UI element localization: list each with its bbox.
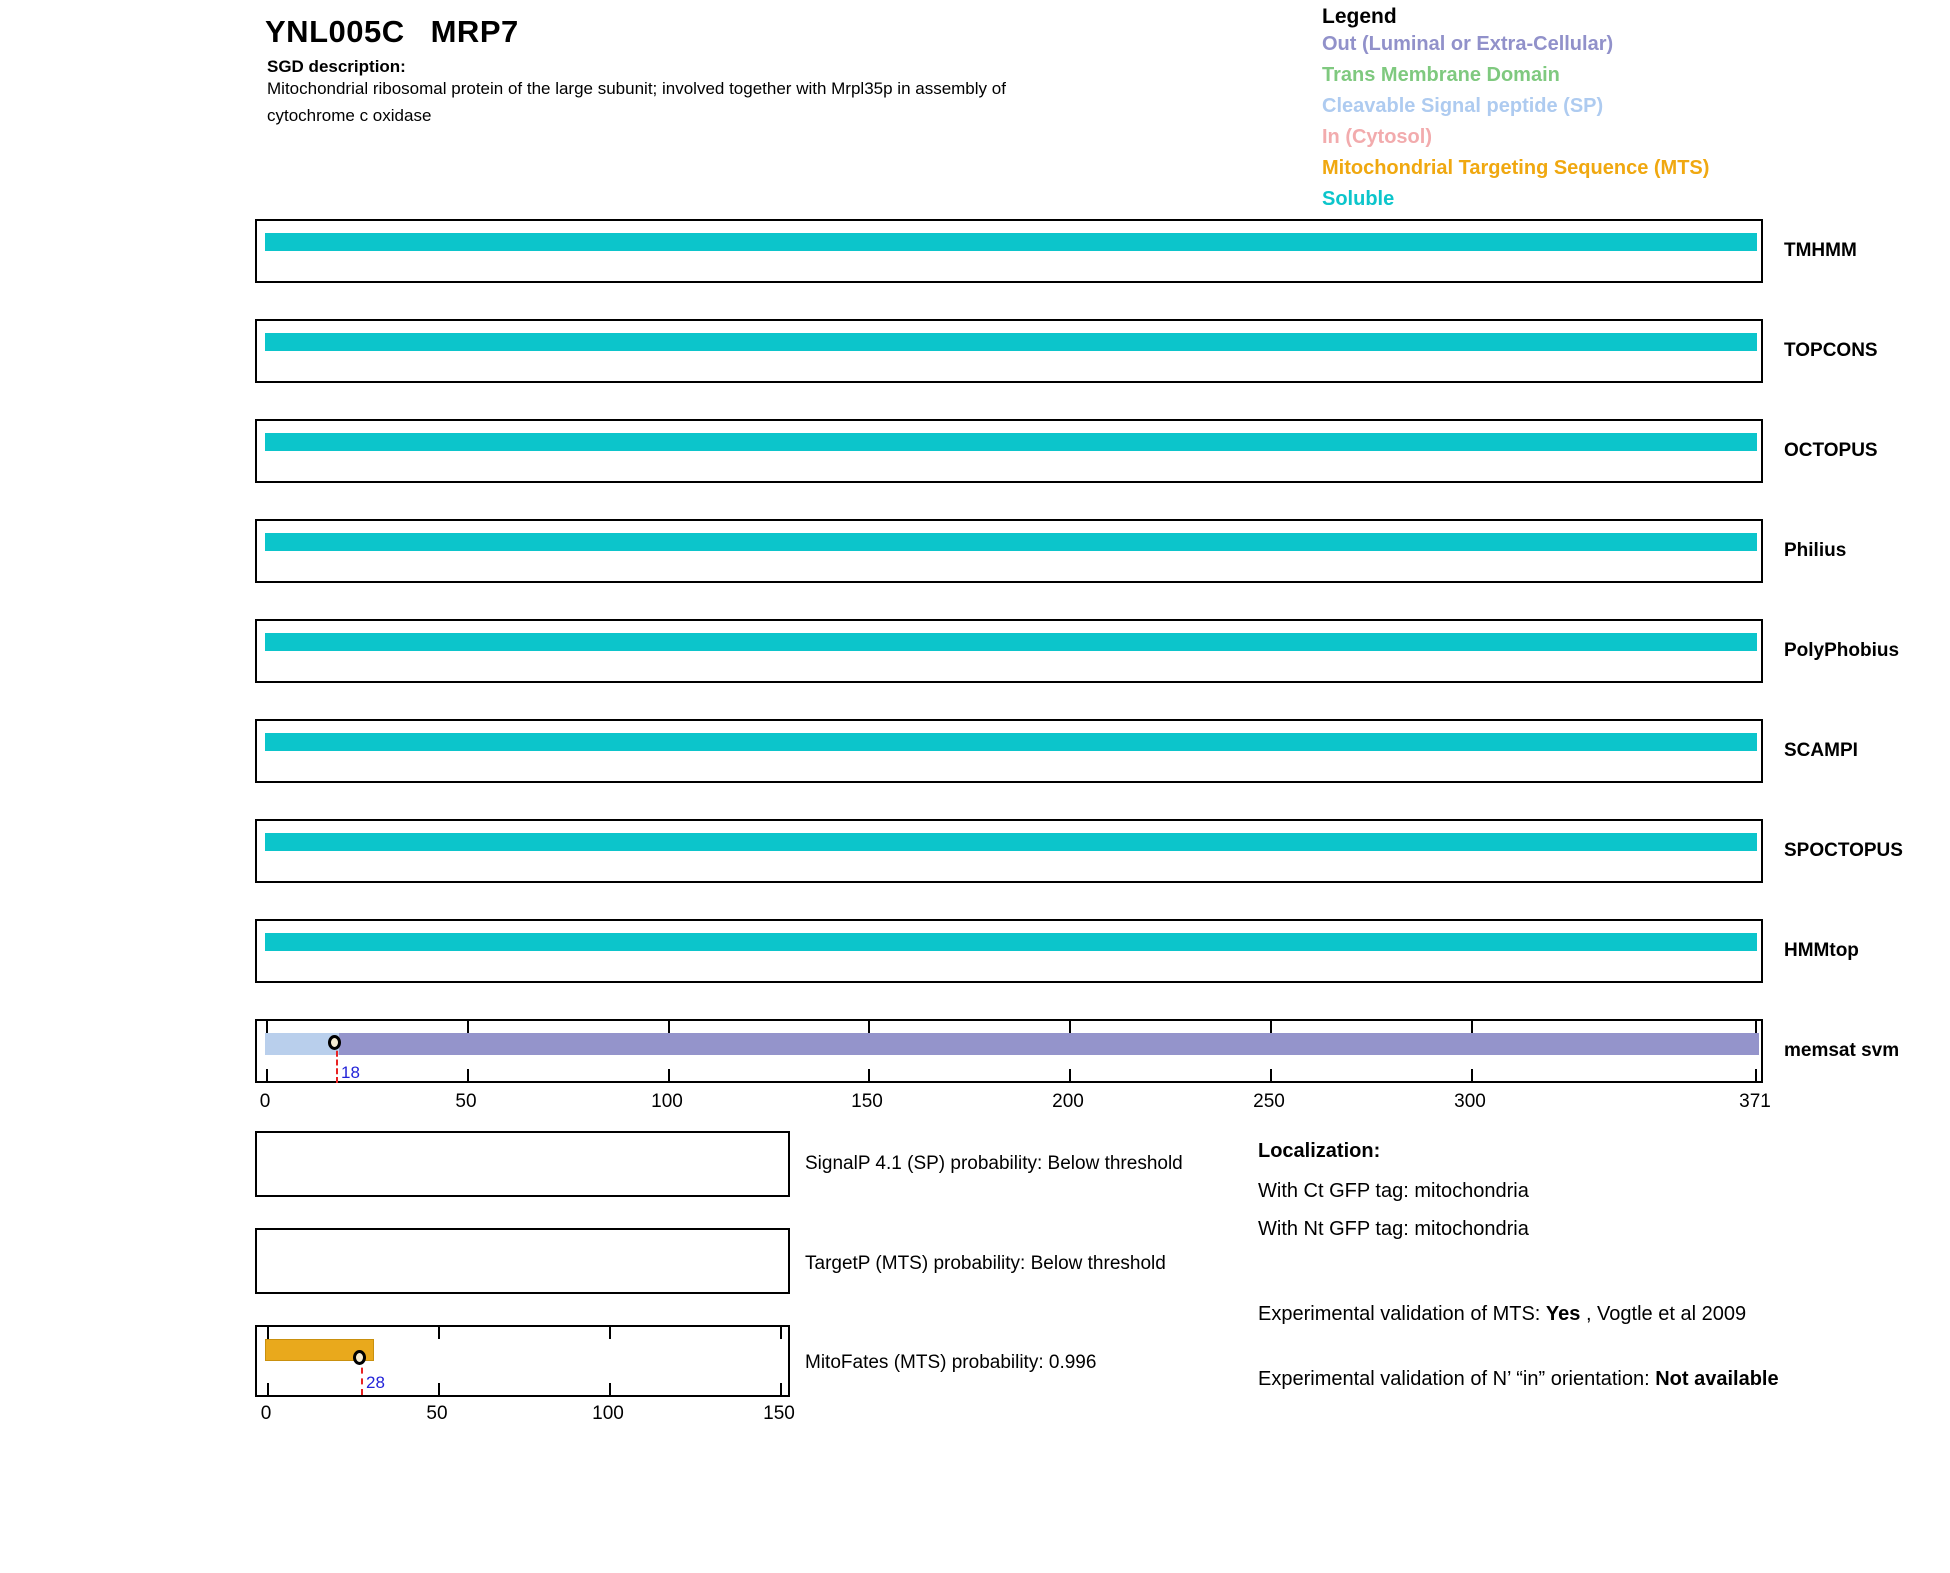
axis-tick: [267, 1383, 269, 1395]
signalp-plot-box: [255, 1131, 790, 1197]
axis-tick-label: 200: [1052, 1091, 1084, 1112]
legend-title: Legend: [1322, 5, 1397, 28]
axis-tick: [1755, 1069, 1757, 1081]
mitofates-result-text: MitoFates (MTS) probability: 0.996: [805, 1352, 1097, 1373]
track-box-hmmtop: [255, 919, 1763, 983]
axis-tick-label: 300: [1454, 1091, 1486, 1112]
track-box-memsat-svm: [255, 1019, 1763, 1083]
legend-item-tm: Trans Membrane Domain: [1322, 64, 1560, 86]
axis-tick: [668, 1021, 670, 1033]
axis-tick-label: 100: [592, 1403, 624, 1424]
out-segment: [339, 1033, 1759, 1055]
axis-tick: [1755, 1021, 1757, 1033]
orientation-prefix: Experimental validation of N’ “in” orientation:: [1258, 1368, 1656, 1390]
axis-tick-label: 371: [1739, 1091, 1771, 1112]
mitofates-plot-box: [255, 1325, 790, 1397]
axis-tick: [868, 1021, 870, 1033]
mts-validation-line: [1258, 1303, 1746, 1326]
mts-validation-suffix: , Vogtle et al 2009: [1580, 1303, 1747, 1325]
axis-tick-label: 150: [851, 1091, 883, 1112]
soluble-bar: [265, 933, 1757, 951]
legend-item-in: In (Cytosol): [1322, 126, 1432, 148]
axis-tick: [1471, 1069, 1473, 1081]
axis-tick: [609, 1327, 611, 1339]
axis-tick: [780, 1383, 782, 1395]
legend-item-sp: Cleavable Signal peptide (SP): [1322, 95, 1604, 117]
soluble-bar: [265, 733, 1757, 751]
axis-tick: [467, 1021, 469, 1033]
orientation-validation-line: [1258, 1363, 1823, 1396]
soluble-bar: [265, 833, 1757, 851]
axis-tick-label: 0: [259, 1091, 271, 1112]
axis-tick: [609, 1383, 611, 1395]
legend-item-out: Out (Luminal or Extra-Cellular): [1322, 33, 1614, 55]
track-box-tmhmm: [255, 219, 1763, 283]
axis-tick: [868, 1069, 870, 1081]
cleavage-site-marker: [328, 1035, 341, 1050]
cleavage-site-value: 28: [366, 1373, 385, 1392]
track-label-octopus: OCTOPUS: [1784, 440, 1878, 461]
sgd-description-line1: Mitochondrial ribosomal protein of the large subunit; involved together with Mrpl35p in assembly of: [267, 79, 1006, 98]
cleavage-site-value: 18: [341, 1063, 360, 1082]
axis-tick: [438, 1383, 440, 1395]
axis-tick-label: 50: [426, 1403, 448, 1424]
axis-tick: [267, 1327, 269, 1339]
axis-tick: [467, 1069, 469, 1081]
track-box-polyphobius: [255, 619, 1763, 683]
track-label-topcons: TOPCONS: [1784, 340, 1878, 361]
axis-tick: [1471, 1021, 1473, 1033]
track-box-philius: [255, 519, 1763, 583]
axis-tick-label: 50: [455, 1091, 477, 1112]
axis-tick: [1069, 1021, 1071, 1033]
signalp-result-text: SignalP 4.1 (SP) probability: Below threshold: [805, 1153, 1183, 1174]
axis-tick: [1270, 1069, 1272, 1081]
legend-item-mts: Mitochondrial Targeting Sequence (MTS): [1322, 157, 1710, 179]
sgd-description-label: SGD description:: [267, 57, 406, 76]
track-box-octopus: [255, 419, 1763, 483]
localization-nt-gfp: With Nt GFP tag: mitochondria: [1258, 1218, 1529, 1240]
page-title: [265, 14, 519, 50]
soluble-bar: [265, 333, 1757, 351]
axis-tick-label: 250: [1253, 1091, 1285, 1112]
axis-tick: [1069, 1069, 1071, 1081]
axis-tick-label: 150: [763, 1403, 795, 1424]
axis-tick: [266, 1069, 268, 1081]
track-label-memsat-svm: memsat svm: [1784, 1040, 1900, 1061]
track-label-tmhmm: TMHMM: [1784, 240, 1857, 261]
track-box-scampi: [255, 719, 1763, 783]
legend-item-soluble: Soluble: [1322, 188, 1395, 210]
targetp-result-text: TargetP (MTS) probability: Below threshold: [805, 1253, 1166, 1274]
orientation-value: Not available: [1655, 1368, 1779, 1390]
localization-title: Localization:: [1258, 1140, 1381, 1162]
axis-tick-label: 0: [260, 1403, 272, 1424]
track-box-spoctopus: [255, 819, 1763, 883]
axis-tick: [668, 1069, 670, 1081]
soluble-bar: [265, 233, 1757, 251]
soluble-bar: [265, 433, 1757, 451]
track-label-philius: Philius: [1784, 540, 1847, 561]
targetp-plot-box: [255, 1228, 790, 1294]
sgd-description-line2: cytochrome c oxidase: [267, 106, 432, 125]
track-label-polyphobius: PolyPhobius: [1784, 640, 1900, 661]
axis-tick: [266, 1021, 268, 1033]
orf-name: YNL005C: [265, 14, 405, 49]
track-label-scampi: SCAMPI: [1784, 740, 1858, 761]
axis-tick: [438, 1327, 440, 1339]
mts-validation-value: Yes: [1545, 1303, 1581, 1325]
track-label-hmmtop: HMMtop: [1784, 940, 1859, 961]
axis-tick: [1270, 1021, 1272, 1033]
cleavage-site-marker: [353, 1350, 366, 1365]
soluble-bar: [265, 533, 1757, 551]
localization-ct-gfp: With Ct GFP tag: mitochondria: [1258, 1180, 1529, 1202]
axis-tick: [780, 1327, 782, 1339]
track-box-topcons: [255, 319, 1763, 383]
track-label-spoctopus: SPOCTOPUS: [1784, 840, 1903, 861]
axis-tick-label: 100: [651, 1091, 683, 1112]
gene-name: MRP7: [430, 14, 519, 49]
mts-validation-prefix: Experimental validation of MTS:: [1258, 1303, 1546, 1325]
legend: [1322, 5, 1709, 215]
soluble-bar: [265, 633, 1757, 651]
